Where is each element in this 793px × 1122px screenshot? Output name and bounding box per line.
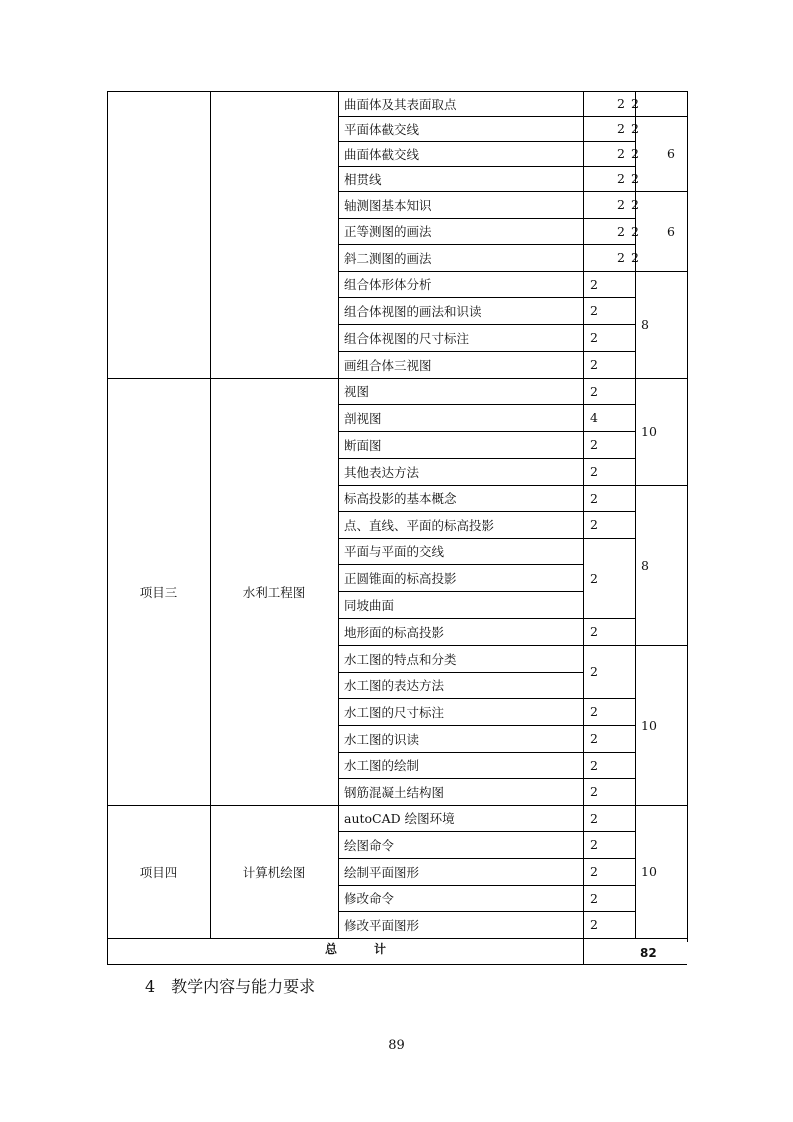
table-rule xyxy=(210,91,211,938)
hours-cell: 2 xyxy=(590,731,598,746)
hours-cell: 2 xyxy=(590,784,598,799)
table-rule xyxy=(338,166,635,167)
hours-cell: 2 xyxy=(590,837,598,852)
hours-cell: 2 xyxy=(590,357,598,372)
hours-cell: 2 xyxy=(590,517,598,532)
subtotal-cell: 10 xyxy=(641,424,657,439)
hours-cell: 2 xyxy=(590,810,598,826)
module-name-cell: 计算机绘图 xyxy=(242,864,306,880)
table-rule xyxy=(635,91,636,271)
hours-cell: 2 xyxy=(590,664,598,679)
subtotal-cell: 8 xyxy=(641,557,649,573)
hours-cell: 2 xyxy=(590,624,598,639)
hours-cell: 2 xyxy=(590,864,598,879)
table-rule xyxy=(338,778,635,779)
subtotal-cell: 8 xyxy=(641,317,649,332)
subtotal-cell: 6 xyxy=(667,146,675,161)
table-rule xyxy=(687,91,688,942)
table-rule xyxy=(338,618,635,619)
hours-cell: 2 xyxy=(590,464,598,479)
topic-cell: 平面体截交线 xyxy=(344,121,420,137)
table-rule xyxy=(338,218,635,219)
table-rule xyxy=(583,938,584,964)
table-rule xyxy=(338,324,635,325)
topic-cell: 视图 xyxy=(344,384,370,399)
table-rule xyxy=(338,698,635,699)
hours-cell: 2 xyxy=(590,704,598,719)
table-rule xyxy=(338,351,635,352)
table-rule xyxy=(338,116,635,117)
topic-cell: 绘图命令 xyxy=(344,837,395,853)
table-rule xyxy=(338,458,635,459)
table-rule xyxy=(635,378,687,379)
topic-cell: 曲面体及其表面取点 xyxy=(344,96,457,112)
hours-cell: 2 xyxy=(617,146,625,161)
table-rule xyxy=(107,938,687,939)
hours-cell: 2 xyxy=(590,570,598,586)
table-rule xyxy=(338,564,583,565)
topic-cell: 水工图的表达方法 xyxy=(344,678,445,693)
table-rule xyxy=(338,672,583,673)
project-name-cell: 项目三 xyxy=(139,584,178,600)
table-rule xyxy=(635,805,687,806)
table-rule xyxy=(107,378,338,379)
hours-cell: 2 xyxy=(590,490,598,506)
topic-cell: 组合体视图的画法和识读 xyxy=(344,303,482,319)
hours-cell: 2 xyxy=(590,890,598,906)
table-rule xyxy=(583,271,584,938)
topic-cell: autoCAD 绘图环境 xyxy=(344,811,455,826)
table-rule xyxy=(338,591,583,592)
table-rule xyxy=(338,141,635,142)
topic-cell: 相贯线 xyxy=(344,171,382,187)
table-rule xyxy=(635,271,636,938)
table-rule xyxy=(583,91,584,271)
topic-cell: 正等测图的画法 xyxy=(344,224,432,239)
table-rule xyxy=(635,191,687,192)
table-rule xyxy=(338,725,635,726)
hours-cell: 2 xyxy=(617,171,625,186)
table-rule xyxy=(338,244,635,245)
table-rule xyxy=(338,511,635,512)
topic-cell: 同坡曲面 xyxy=(344,597,395,613)
topic-cell: 轴测图基本知识 xyxy=(344,197,432,213)
section-heading: 4 教学内容与能力要求 xyxy=(145,977,316,996)
subtotal-cell: 6 xyxy=(667,223,675,239)
table-rule xyxy=(107,91,108,964)
total-label: 计 xyxy=(374,941,387,956)
topic-cell: 地形面的标高投影 xyxy=(344,624,445,640)
topic-cell: 曲面体截交线 xyxy=(344,146,420,162)
topic-cell: 组合体形体分析 xyxy=(344,277,432,292)
module-name-cell: 水利工程图 xyxy=(242,584,306,600)
topic-cell: 组合体视图的尺寸标注 xyxy=(344,330,470,346)
hours-cell: 2 xyxy=(617,96,625,111)
table-rule xyxy=(338,885,635,886)
topic-cell: 修改命令 xyxy=(344,891,395,906)
table-rule xyxy=(338,485,635,486)
topic-cell: 绘制平面图形 xyxy=(344,864,420,880)
topic-cell: 其他表达方法 xyxy=(344,464,420,480)
table-rule xyxy=(338,858,635,859)
topic-cell: 画组合体三视图 xyxy=(344,357,432,373)
table-rule xyxy=(338,297,635,298)
table-rule xyxy=(338,538,635,539)
topic-cell: 断面图 xyxy=(344,437,382,453)
topic-cell: 正圆锥面的标高投影 xyxy=(344,570,457,586)
hours-cell: 2 xyxy=(590,437,598,452)
hours-cell: 4 xyxy=(590,410,598,425)
hours-cell: 2 xyxy=(590,917,598,932)
hours-cell: 2 xyxy=(590,276,598,292)
hours-cell: 2 xyxy=(617,250,625,265)
table-rule xyxy=(338,645,635,646)
total-value: 82 xyxy=(640,946,657,960)
topic-cell: 点、直线、平面的标高投影 xyxy=(344,517,495,533)
table-rule xyxy=(635,271,687,272)
table-rule xyxy=(635,485,687,486)
page-number: 89 xyxy=(388,1038,405,1053)
hours-cell: 2 xyxy=(617,197,625,212)
topic-cell: 修改平面图形 xyxy=(344,917,420,933)
hours-cell: 2 xyxy=(590,330,598,345)
table-rule xyxy=(338,431,635,432)
table-rule xyxy=(338,911,635,912)
table-rule xyxy=(338,271,635,272)
project-name-cell: 项目四 xyxy=(139,864,178,880)
table-rule xyxy=(635,91,636,116)
topic-cell: 剖视图 xyxy=(344,410,382,426)
subtotal-cell: 10 xyxy=(641,717,657,733)
table-rule xyxy=(338,831,635,832)
table-rule xyxy=(107,805,338,806)
topic-cell: 水工图的特点和分类 xyxy=(344,651,457,667)
hours-cell: 2 xyxy=(590,757,598,773)
table-rule xyxy=(338,805,635,806)
topic-cell: 水工图的识读 xyxy=(344,731,420,747)
topic-cell: 水工图的绘制 xyxy=(344,758,420,773)
table-rule xyxy=(338,404,635,405)
table-rule xyxy=(107,964,687,965)
table-rule xyxy=(107,91,687,92)
table-rule xyxy=(635,116,687,117)
hours-cell: 2 xyxy=(590,303,598,318)
table-rule xyxy=(635,645,687,646)
subtotal-cell: 10 xyxy=(641,864,657,879)
topic-cell: 标高投影的基本概念 xyxy=(344,491,457,506)
hours-cell: 2 xyxy=(617,223,625,239)
topic-cell: 斜二测图的画法 xyxy=(344,250,432,266)
table-rule xyxy=(338,191,635,192)
table-rule xyxy=(338,378,635,379)
hours-cell: 2 xyxy=(590,383,598,399)
topic-cell: 钢筋混凝土结构图 xyxy=(344,784,445,800)
hours-cell: 2 xyxy=(617,121,625,136)
topic-cell: 平面与平面的交线 xyxy=(344,544,445,559)
total-label: 总 xyxy=(325,941,338,956)
topic-cell: 水工图的尺寸标注 xyxy=(344,704,445,720)
table-rule xyxy=(338,752,635,753)
